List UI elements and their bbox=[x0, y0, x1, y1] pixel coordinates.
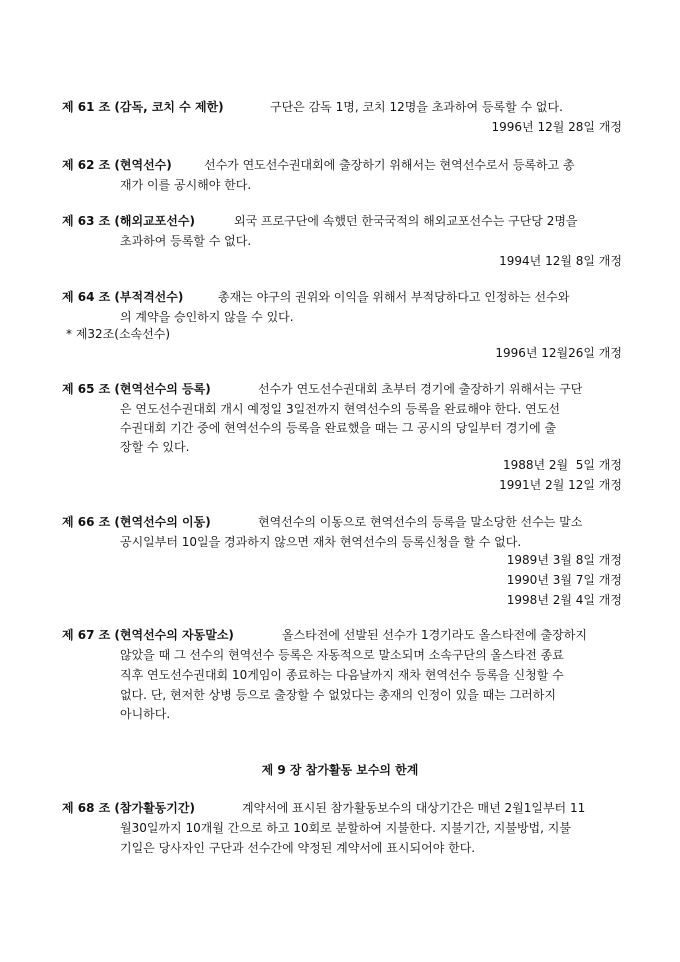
article-heading: 제 65 조 (현역선수의 등록) bbox=[62, 382, 211, 396]
article-text: 의 계약을 승인하지 않을 수 있다. bbox=[120, 310, 294, 324]
article-heading: 제 63 조 (해외교포선수) bbox=[62, 214, 195, 228]
amendment-date: 1991년 2월 12일 개정 bbox=[499, 478, 622, 492]
article-heading: 제 61 조 (감독, 코치 수 제한) bbox=[62, 100, 224, 114]
chapter-heading: 제 9 장 참가활동 보수의 한계 bbox=[261, 763, 419, 777]
article-text: 올스타전에 선발된 선수가 1경기라도 올스타전에 출장하지 bbox=[282, 628, 587, 642]
article-text: 없다. 단, 현저한 상병 등으로 출장할 수 없었다는 총재의 인정이 있을 때는 그러하지 bbox=[120, 688, 556, 702]
amendment-date: 1996년 12월 28일 개정 bbox=[491, 120, 622, 134]
article-text: 직후 연도선수권대회 10게임이 종료하는 다음날까지 재차 현역선수 등록을 신청할 수 bbox=[120, 668, 564, 682]
amendment-date: 1998년 2월 4일 개정 bbox=[506, 593, 622, 607]
article-text: 외국 프로구단에 속했던 한국국적의 해외교포선수는 구단당 2명을 bbox=[234, 214, 578, 228]
article-text: 선수가 연도선수권대회에 출장하기 위해서는 현역선수로서 등록하고 총 bbox=[204, 158, 575, 172]
amendment-date: 1994년 12월 8일 개정 bbox=[499, 254, 622, 268]
article-text: 월30일까지 10개월 간으로 하고 10회로 분할하여 지불한다. 지불기간, 지불방법, 지불 bbox=[120, 821, 571, 835]
article-text: 아니하다. bbox=[120, 707, 171, 721]
amendment-date: 1996년 12월26일 개정 bbox=[495, 346, 622, 360]
article-text: 은 연도선수권대회 개시 예정일 3일전까지 현역선수의 등록을 완료해야 한다. 연도선 bbox=[120, 402, 560, 416]
article-heading: 제 66 조 (현역선수의 이동) bbox=[62, 515, 211, 529]
article-heading: 제 62 조 (현역선수) bbox=[62, 158, 172, 172]
amendment-date: 1988년 2월 5일 개정 bbox=[502, 458, 622, 472]
article-text: 초과하여 등록할 수 없다. bbox=[120, 234, 252, 248]
article-text: 구단은 감독 1명, 코치 12명을 초과하여 등록할 수 없다. bbox=[270, 100, 563, 114]
article-text: 계약서에 표시된 참가활동보수의 대상기간은 매년 2월1일부터 11 bbox=[242, 801, 586, 815]
amendment-date: 1989년 3월 8일 개정 bbox=[506, 553, 622, 567]
article-text: 총재는 야구의 권위와 이익을 위해서 부적당하다고 인정하는 선수와 bbox=[218, 290, 570, 304]
cross-reference-note: * 제32조(소속선수) bbox=[66, 327, 170, 341]
article-heading: 제 64 조 (부적격선수) bbox=[62, 290, 184, 304]
article-text: 장할 수 있다. bbox=[120, 440, 190, 454]
amendment-date: 1990년 3월 7일 개정 bbox=[506, 573, 622, 587]
article-text: 수권대회 기간 중에 현역선수의 등록을 완료했을 때는 그 공시의 당일부터 경기에 출 bbox=[120, 421, 557, 435]
article-heading: 제 68 조 (참가활동기간) bbox=[62, 801, 195, 815]
article-text: 재가 이를 공시해야 한다. bbox=[120, 178, 252, 192]
article-text: 현역선수의 이동으로 현역선수의 등록을 말소당한 선수는 말소 bbox=[258, 515, 583, 529]
article-text: 선수가 연도선수권대회 초부터 경기에 출장하기 위해서는 구단 bbox=[258, 382, 583, 396]
article-heading: 제 67 조 (현역선수의 자동말소) bbox=[62, 628, 234, 642]
article-text: 기일은 당사자인 구단과 선수간에 약정된 계약서에 표시되어야 한다. bbox=[120, 841, 476, 855]
article-text: 공시일부터 10일을 경과하지 않으면 재차 현역선수의 등록신청을 할 수 없다. bbox=[120, 535, 522, 549]
article-text: 않았을 때 그 선수의 현역선수 등록은 자동적으로 말소되며 소속구단의 올스타전 종료 bbox=[120, 648, 564, 662]
